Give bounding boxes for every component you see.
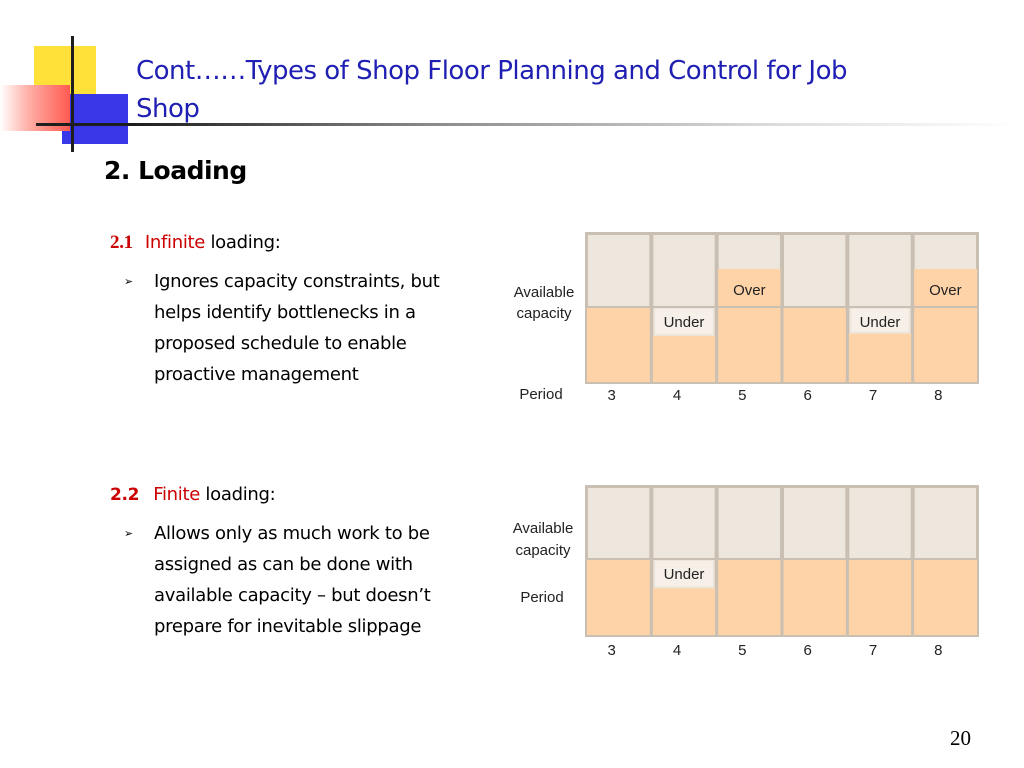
period-tick-label: 5 — [738, 642, 747, 659]
load-bar — [783, 307, 846, 382]
period-tick-label: 6 — [803, 642, 812, 659]
page-number: 20 — [950, 726, 971, 750]
load-bar — [848, 334, 911, 382]
arrow-bullet-icon: ➢ — [124, 527, 133, 540]
period-tick-label: 8 — [934, 387, 943, 404]
period-tick-label: 3 — [607, 642, 616, 659]
section-heading-rest: loading: — [205, 232, 281, 253]
slide-title: Cont……Types of Shop Floor Planning and Control for Job Shop — [136, 56, 847, 124]
section-heading: 2. Loading — [104, 156, 247, 185]
load-bar — [718, 559, 781, 635]
y-axis-label: Available — [512, 520, 574, 537]
y-axis-label: capacity — [516, 305, 572, 322]
x-axis-label: Period — [519, 386, 563, 403]
finite-loading-chart — [586, 486, 978, 636]
section-keyword: Infinite — [144, 232, 206, 253]
load-bar — [848, 559, 911, 635]
period-tick-label: 5 — [738, 387, 747, 404]
period-tick-label: 7 — [868, 642, 878, 659]
arrow-bullet-icon: ➢ — [124, 275, 133, 288]
x-axis-label: Period — [520, 589, 564, 606]
period-tick-label: 4 — [672, 642, 682, 659]
section-keyword: Finite — [153, 484, 201, 505]
load-bar — [914, 559, 977, 635]
load-bar — [587, 307, 650, 382]
load-annotation-label: Under — [859, 314, 901, 331]
period-tick-label: 6 — [803, 387, 812, 404]
period-tick-label: 7 — [868, 387, 878, 404]
section-heading-rest: loading: — [200, 484, 276, 505]
load-bar — [652, 336, 715, 382]
infinite-loading-chart — [586, 233, 978, 383]
load-annotation-label: Over — [733, 282, 766, 299]
load-annotation-label: Over — [929, 282, 962, 299]
period-tick-label: 3 — [607, 387, 616, 404]
period-tick-label: 4 — [672, 387, 682, 404]
load-annotation-label: Under — [663, 566, 705, 583]
y-axis-label: capacity — [515, 542, 571, 559]
load-bar — [783, 559, 846, 635]
bullet-text: Ignores capacity constraints, but helps identify bottlenecks in a proposed schedule to enable proactive management — [154, 271, 440, 385]
load-bar — [587, 559, 650, 635]
y-axis-label: Available — [513, 284, 575, 301]
section-number: 2.1 — [110, 232, 133, 253]
load-annotation-label: Under — [663, 314, 705, 331]
section-number: 2.2 — [110, 485, 140, 505]
bullet-text: Allows only as much work to be assigned as can be done with available capacity – but doesn’t prepare for inevitable slippage — [154, 523, 431, 637]
period-tick-label: 8 — [934, 642, 943, 659]
load-bar — [652, 588, 715, 635]
